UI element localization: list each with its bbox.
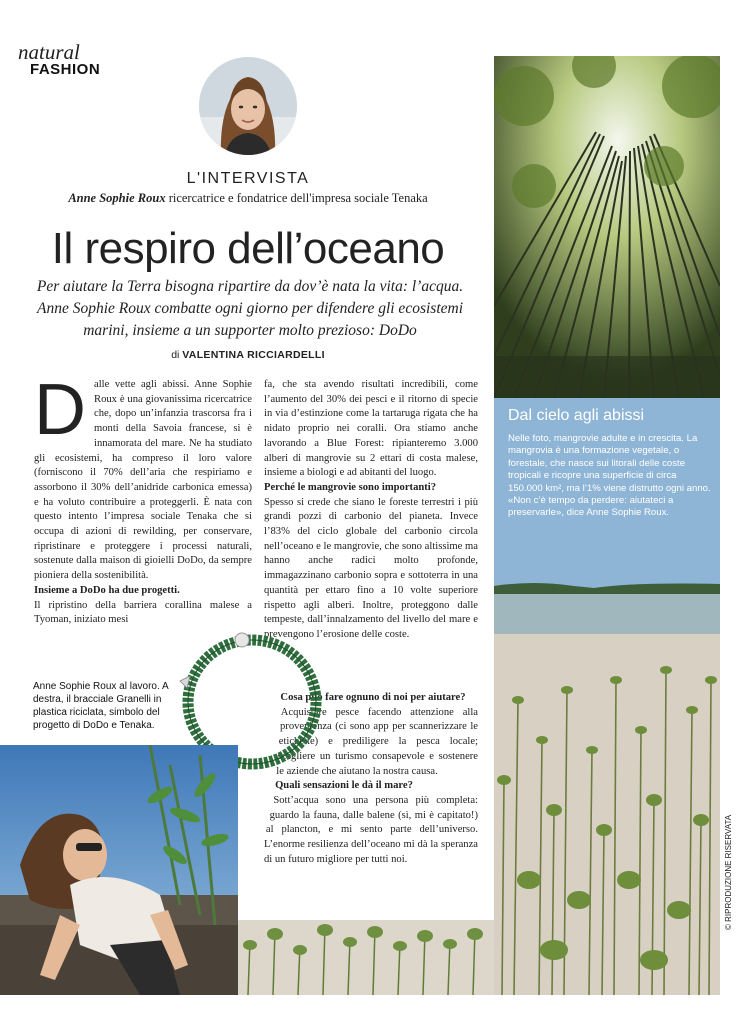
kicker: L'INTERVISTA [186, 170, 310, 187]
mangrove-canopy-photo [494, 56, 720, 398]
byline-author: VALENTINA RICCIARDELLI [182, 349, 325, 361]
copyright-credit: © RIPRODUZIONE RISERVATA [724, 814, 733, 930]
byline-prefix: di [171, 349, 183, 361]
seedlings-strip-photo [238, 920, 494, 995]
question-3: Cosa può fare ognuno di noi per aiutare? [280, 692, 466, 703]
question-4: Quali sensazioni le dà il mare? [275, 780, 413, 792]
lead-paragraph: Per aiutare la Terra bisogna ripartire da dov’è nata la vita: l’acqua. Anne Sophie Roux combatte ogni giorno per difendere gli ecosistemi marini, insieme a un supporter molto prezioso: DoDo [36, 278, 464, 339]
info-panel-text: Nelle foto, mangrovie adulte e in crescita. La mangrovia è una formazione vegetale, o forestale, che nasce sui litorali delle coste tropicali e ricopre una superficie di circa 150.000 km², ma l’1% viene distrutto ogni anno. «Non c’è tempo da perdere: aiutateci a preservarle», dice Anne Sophie Roux. [508, 433, 711, 519]
section-label-fashion: FASHION [30, 61, 101, 78]
subkicker [0, 191, 496, 206]
portrait-photo [199, 57, 297, 155]
answer-1-cont: fa, che sta avendo risultati incredibili, come l’aumento del 30% dei pesci e il ritorno di specie in via d’estinzione come la tartaruga rigata che ha nidato proprio nei coralli. Ora stiamo anche lavorando a Blue Forest: ripianteremo 3.000 alberi di mangrovie su 2 ettari di costa malese, insieme a biologi e ad abitanti del luogo. [264, 379, 478, 479]
article-paragraph-intro: alle vette agli abissi. Anne Sophie Roux è una giovanissima ricercatrice che, dopo un’infanzia trascorsa fra i monti della Savoia francese, si è innamorata del mare. Ne ha studiato gli ecosistemi, ha compreso il loro valore (forniscono il 70% dell’aria che respiriamo e assorbono il 30% dell’anidride carbonica emessa) e ha voluto contribuire a proteggerli. È nata con questo intento l’impresa sociale Tenaka che si occupa di azioni di rewilding, per conservare, ripristinare e proteggere i processi naturali, sostenute dalla maison di gioielli DoDo, da sempre pioniera della sostenibilità. [34, 379, 252, 582]
photo-caption: Anne Sophie Roux al lavoro. A destra, il bracciale Granelli in plastica riciclata, simbolo del progetto di DoDo e Tenaka. [33, 681, 169, 731]
drop-cap: D [34, 370, 86, 450]
mangrove-seedlings-photo [494, 580, 720, 995]
info-panel-title: Dal cielo agli abissi [508, 407, 645, 424]
answer-2: Spesso si crede che siano le foreste terrestri i più grandi pozzi di carbonio del pianeta. Invece l’83% del ciclo globale del carbonio circola nell’oceano e le mangrovie, che sono altissime ma hanno anche radici molto profonde, immagazzinano carbonio sopra e sottoterra in una quantità per ettaro fino a 10 volte superiore rispetto agli alberi. Inoltre, proteggono dalle tempeste, dall’innalzamento del livello del mare e prevengono l’erosione delle coste. [264, 496, 478, 640]
answer-3: Acquistare pesce facendo attenzione alla provenienza (ci sono app per scannerizzare le etichette) e prediligere la pesca locale; scegliere un turismo consapevole e sostenere le aziende che aiutano la nostra causa. [276, 706, 478, 777]
interviewee-name: Anne Sophie Roux [68, 191, 166, 205]
question-2: Perché le mangrovie sono importanti? [264, 481, 437, 493]
interviewee-role: ricercatrice e fondatrice dell'impresa sociale Tenaka [165, 191, 428, 205]
answer-4: Sott’acqua sono una persona più completa: guardo la fauna, dalle balene (sì, mi è capitato!) al plancton, e mi sento parte dell’universo. L’enorme resilienza dell’oceano mi dà la speranza di un futuro migliore per tutti noi. [264, 794, 478, 865]
byline [0, 349, 496, 361]
headline: Il respiro dell’oceano [51, 224, 445, 273]
article-column-1 [34, 370, 252, 628]
woman-planting-photo [0, 745, 238, 995]
section-label-natural: natural [18, 40, 80, 64]
answer-1-start: Il ripristino della barriera corallina malese a Tyoman, iniziato mesi [34, 599, 252, 626]
question-1: Insieme a DoDo ha due progetti. [34, 584, 180, 596]
